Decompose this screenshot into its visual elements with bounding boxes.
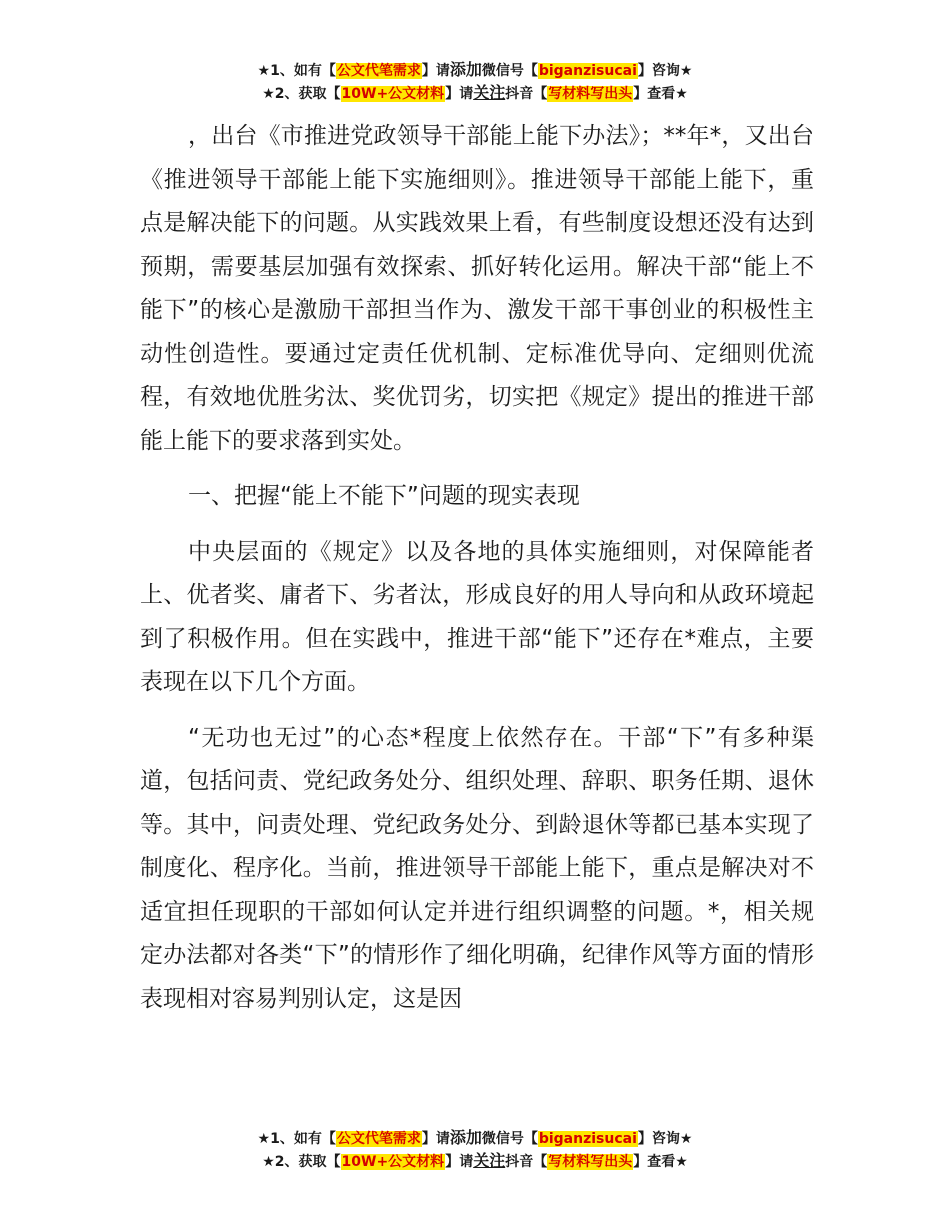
highlight-douyin-account: 写材料写出头 <box>548 86 633 102</box>
banner-line-2 <box>0 1150 950 1173</box>
banner-text: 咨询★ <box>651 63 693 79</box>
bracket-close: 】 <box>421 63 436 79</box>
bracket-close: 】 <box>637 63 652 79</box>
bracket-close: 】 <box>633 86 648 102</box>
highlight-ghostwriting: 公文代笔需求 <box>336 63 421 79</box>
footer-banner <box>0 1127 950 1173</box>
banner-emphasis: 添加 <box>449 1128 482 1147</box>
bracket-close: 】 <box>421 1131 436 1147</box>
paragraph: 中央层面的《规定》以及各地的具体实施细则，对保障能者上、优者奖、庸者下、劣者汰，形成良好的用人导向和从政环境起到了积极作用。但在实践中，推进干部“能下”还存在*难点，主要表现在以下几个方面。 <box>140 538 814 695</box>
banner-text: 请 <box>435 1131 450 1147</box>
banner-text: 查看★ <box>647 86 688 102</box>
highlight-materials: 10W+公文材料 <box>341 86 445 102</box>
banner-text: 抖音 <box>505 86 534 102</box>
bracket-close: 】 <box>445 86 460 102</box>
bracket-open: 【 <box>326 1154 341 1170</box>
bracket-close: 】 <box>445 1154 460 1170</box>
paragraph: “无功也无过”的心态*程度上依然存在。干部“下”有多种渠道，包括问责、党纪政务处分、组织处理、辞职、职务任期、退休等。其中，问责处理、党纪政务处分、到龄退休等都已基本实现了制度化、程序化。当前，推进领导干部能上能下，重点是解决对不适宜担任现职的干部如何认定并进行组织调整的问题。*，相关规定办法都对各类“下”的情形作了细化明确，纪律作风等方面的情形表现相对容易判别认定，这是因 <box>140 724 814 1012</box>
banner-text: 微信号 <box>481 63 524 79</box>
banner-line-1 <box>0 59 950 82</box>
banner-text: ★2、获取 <box>262 86 327 102</box>
banner-line-1 <box>0 1127 950 1150</box>
banner-text: ★2、获取 <box>262 1154 327 1170</box>
banner-emphasis: 关注 <box>473 83 506 102</box>
bracket-open: 【 <box>523 1131 538 1147</box>
document-body <box>140 115 814 1021</box>
highlight-wechat-id: biganzisucai <box>538 63 637 79</box>
bracket-open: 【 <box>321 63 336 79</box>
banner-emphasis: 添加 <box>449 60 482 79</box>
bracket-close: 】 <box>633 1154 648 1170</box>
highlight-douyin-account: 写材料写出头 <box>548 1154 633 1170</box>
banner-text: 请 <box>435 63 450 79</box>
bracket-open: 【 <box>321 1131 336 1147</box>
banner-text: 微信号 <box>481 1131 524 1147</box>
banner-text: ★1、如有 <box>257 1131 322 1147</box>
banner-text: 咨询★ <box>651 1131 693 1147</box>
banner-text: 查看★ <box>647 1154 688 1170</box>
highlight-ghostwriting: 公文代笔需求 <box>336 1131 421 1147</box>
banner-text: 请 <box>459 1154 474 1170</box>
header-banner <box>0 59 950 105</box>
section-heading: 一、把握“能上不能下”问题的现实表现 <box>188 483 580 509</box>
bracket-open: 【 <box>533 1154 548 1170</box>
bracket-open: 【 <box>326 86 341 102</box>
bracket-open: 【 <box>533 86 548 102</box>
bracket-close: 】 <box>637 1131 652 1147</box>
paragraph: ，出台《市推进党政领导干部能上能下办法》；**年*，又出台《推进领导干部能上能下实施细则》。推进领导干部能上能下，重点是解决能下的问题。从实践效果上看，有些制度设想还没有达到预期，需要基层加强有效探索、抓好转化运用。解决干部“能上不能下”的核心是激励干部担当作为、激发干部干事创业的积极性主动性创造性。要通过定责任优机制、定标准优导向、定细则优流程，有效地优胜劣汰、奖优罚劣，切实把《规定》提出的推进干部能上能下的要求落到实处。 <box>140 123 814 454</box>
highlight-wechat-id: biganzisucai <box>538 1131 637 1147</box>
banner-line-2 <box>0 82 950 105</box>
banner-emphasis: 关注 <box>473 1151 506 1170</box>
highlight-materials: 10W+公文材料 <box>341 1154 445 1170</box>
banner-text: ★1、如有 <box>257 63 322 79</box>
bracket-open: 【 <box>523 63 538 79</box>
banner-text: 抖音 <box>505 1154 534 1170</box>
banner-text: 请 <box>459 86 474 102</box>
